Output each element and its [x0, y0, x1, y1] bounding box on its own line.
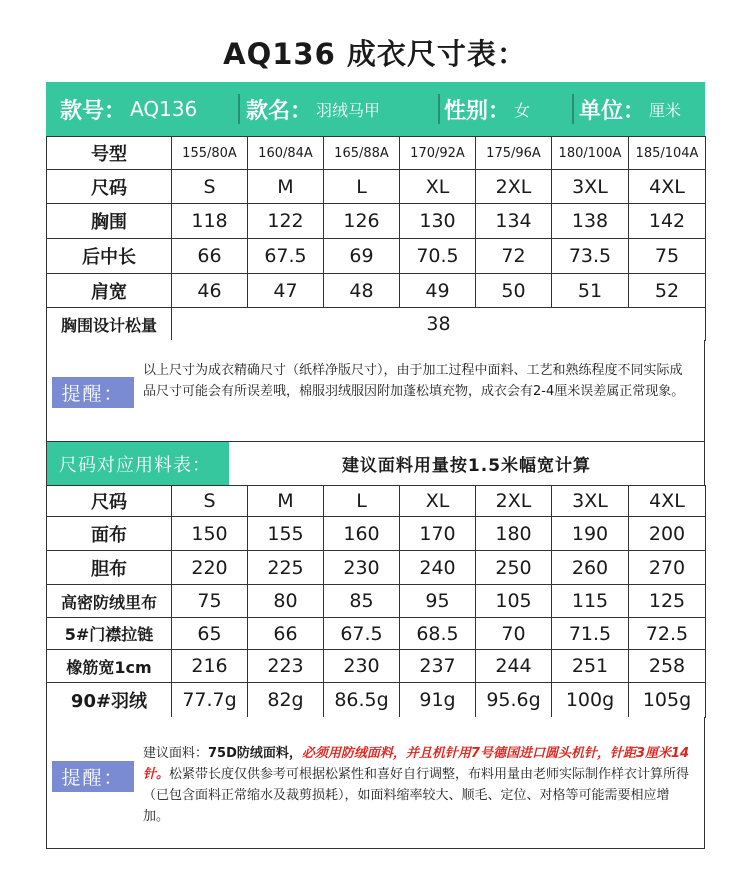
header-divider: [572, 94, 574, 124]
row-label: 肩宽: [47, 274, 172, 308]
material-cell: 216: [172, 650, 248, 683]
size-cell: 49: [400, 274, 476, 308]
material-cell: 125: [629, 585, 706, 618]
material-cell: 260: [552, 551, 629, 585]
size-cell: 175/96A: [476, 137, 552, 170]
material-row: [47, 585, 706, 618]
row-label: 面布: [47, 517, 172, 551]
item-name-label: 款名：: [246, 98, 313, 124]
material-cell: L: [324, 486, 400, 517]
size-row-shoulder: [47, 274, 706, 308]
material-section-note: 建议面料用量按1.5米幅宽计算: [341, 456, 592, 476]
header-divider: [238, 94, 240, 124]
row-label: 高密防绒里布: [47, 585, 172, 618]
size-cell: 2XL: [476, 170, 552, 204]
size-row-size: [47, 170, 706, 204]
size-row-chest: [47, 204, 706, 239]
row-label: 号型: [47, 137, 172, 170]
unit: [579, 82, 703, 136]
material-cell: 240: [400, 551, 476, 585]
header-divider: [438, 94, 440, 124]
material-cell: 155: [248, 517, 324, 551]
size-cell: 185/104A: [629, 137, 706, 170]
size-cell: 72: [476, 239, 552, 274]
material-cell: S: [172, 486, 248, 517]
tip-box-1: [46, 340, 705, 441]
material-cell: 80: [248, 585, 324, 618]
size-table: [46, 136, 706, 341]
material-cell: 200: [629, 517, 706, 551]
size-cell: 51: [552, 274, 629, 308]
size-cell: 66: [172, 239, 248, 274]
size-cell: L: [324, 170, 400, 204]
size-cell: 142: [629, 204, 706, 239]
material-row: [47, 683, 706, 718]
tip-box-2: [46, 717, 705, 849]
size-cell: S: [172, 170, 248, 204]
material-cell: 100g: [552, 683, 629, 718]
material-cell: 190: [552, 517, 629, 551]
material-row: [47, 618, 706, 650]
material-cell: 105: [476, 585, 552, 618]
material-cell: 82g: [248, 683, 324, 718]
size-cell: 160/84A: [248, 137, 324, 170]
material-cell: 71.5: [552, 618, 629, 650]
material-row: [47, 551, 706, 585]
row-label: 尺码: [47, 486, 172, 517]
material-cell: 72.5: [629, 618, 706, 650]
material-cell: 115: [552, 585, 629, 618]
size-cell: 50: [476, 274, 552, 308]
tip-text: [143, 743, 695, 827]
size-cell: 4XL: [629, 170, 706, 204]
tip-text: 以上尺寸为成衣精确尺寸（纸样净版尺寸），由于加工过程中面料、工艺和熟练程度不同实际成品尺寸可能会有所误差哦，棉服羽绒服因附加蓬松填充物，成衣会有2-4厘米误差属正常现象。: [143, 363, 685, 399]
size-cell: 180/100A: [552, 137, 629, 170]
size-cell: 122: [248, 204, 324, 239]
tip-text-warning: 必须用防绒面料，并且机针用7号德国进口圆头机针，针距3厘米14针。: [143, 746, 690, 782]
item-number-label: 款号：: [60, 98, 127, 124]
material-cell: 160: [324, 517, 400, 551]
material-cell: 230: [324, 551, 400, 585]
item-number: [60, 82, 240, 136]
row-label: 后中长: [47, 239, 172, 274]
material-cell: 223: [248, 650, 324, 683]
material-cell: 150: [172, 517, 248, 551]
size-cell: XL: [400, 170, 476, 204]
row-label: 胆布: [47, 551, 172, 585]
material-row: [47, 486, 706, 517]
size-cell: 67.5: [248, 239, 324, 274]
material-row: [47, 650, 706, 683]
size-cell: 69: [324, 239, 400, 274]
material-cell: 95.6g: [476, 683, 552, 718]
material-cell: 68.5: [400, 618, 476, 650]
material-cell: 3XL: [552, 486, 629, 517]
material-cell: 86.5g: [324, 683, 400, 718]
item-name-value: 羽绒马甲: [316, 100, 381, 120]
row-label: 尺码: [47, 170, 172, 204]
material-cell: 220: [172, 551, 248, 585]
tip-tag: 提醒：: [52, 761, 134, 792]
material-cell: 180: [476, 517, 552, 551]
size-cell: 170/92A: [400, 137, 476, 170]
material-cell: 225: [248, 551, 324, 585]
gender-value: 女: [514, 100, 531, 120]
header-bar: [46, 82, 705, 136]
page-title: AQ136 成衣尺寸表：: [223, 37, 527, 71]
size-row-length: [47, 239, 706, 274]
material-section-bar: [46, 441, 705, 486]
material-cell: 258: [629, 650, 706, 683]
tip-text-b: 75D防绒面料，: [208, 746, 302, 761]
size-cell: 138: [552, 204, 629, 239]
size-cell: 126: [324, 204, 400, 239]
material-section-label: 尺码对应用料表：: [47, 442, 229, 485]
gender-label: 性别：: [444, 98, 511, 124]
size-cell: 47: [248, 274, 324, 308]
material-cell: 230: [324, 650, 400, 683]
material-cell: 91g: [400, 683, 476, 718]
material-cell: 85: [324, 585, 400, 618]
size-cell: 70.5: [400, 239, 476, 274]
material-cell: 77.7g: [172, 683, 248, 718]
material-cell: 105g: [629, 683, 706, 718]
material-cell: 67.5: [324, 618, 400, 650]
tip-text-a: 建议面料：: [143, 746, 209, 761]
unit-label: 单位：: [579, 98, 646, 124]
material-cell: M: [248, 486, 324, 517]
unit-value: 厘米: [649, 100, 682, 120]
material-cell: 270: [629, 551, 706, 585]
size-cell: 130: [400, 204, 476, 239]
gender: [444, 82, 574, 136]
material-cell: 66: [248, 618, 324, 650]
material-cell: 237: [400, 650, 476, 683]
material-cell: 250: [476, 551, 552, 585]
material-cell: 170: [400, 517, 476, 551]
material-cell: 70: [476, 618, 552, 650]
material-table: [46, 485, 706, 718]
material-cell: 95: [400, 585, 476, 618]
size-row-ease: [47, 308, 706, 341]
size-cell: 75: [629, 239, 706, 274]
size-cell: 73.5: [552, 239, 629, 274]
size-cell: 155/80A: [172, 137, 248, 170]
item-name: [246, 82, 436, 136]
material-cell: 2XL: [476, 486, 552, 517]
material-cell: XL: [400, 486, 476, 517]
size-cell: 134: [476, 204, 552, 239]
material-cell: 65: [172, 618, 248, 650]
tip-tag: 提醒：: [52, 377, 134, 408]
item-number-value: AQ136: [130, 97, 198, 121]
size-cell: 3XL: [552, 170, 629, 204]
row-label: 胸围: [47, 204, 172, 239]
material-cell: 4XL: [629, 486, 706, 517]
row-label: 5#门襟拉链: [47, 618, 172, 650]
row-label: 橡筋宽1cm: [47, 650, 172, 683]
ease-value: 38: [172, 308, 706, 341]
material-row: [47, 517, 706, 551]
row-label: 胸围设计松量: [47, 308, 172, 341]
size-cell: 46: [172, 274, 248, 308]
material-cell: 251: [552, 650, 629, 683]
tip-text-d: 松紧带长度仅供参考可根据松紧性和喜好自行调整，布料用量由老师实际制作样衣计算所得（已包含面料正常缩水及裁剪损耗），如面料缩率较大、顺毛、定位、对格等可能需要相应增加。: [143, 767, 690, 824]
row-label: 90#羽绒: [47, 683, 172, 718]
size-cell: 118: [172, 204, 248, 239]
material-cell: 244: [476, 650, 552, 683]
size-cell: 48: [324, 274, 400, 308]
material-cell: 75: [172, 585, 248, 618]
size-row-model: [47, 137, 706, 170]
size-cell: M: [248, 170, 324, 204]
size-cell: 165/88A: [324, 137, 400, 170]
size-cell: 52: [629, 274, 706, 308]
